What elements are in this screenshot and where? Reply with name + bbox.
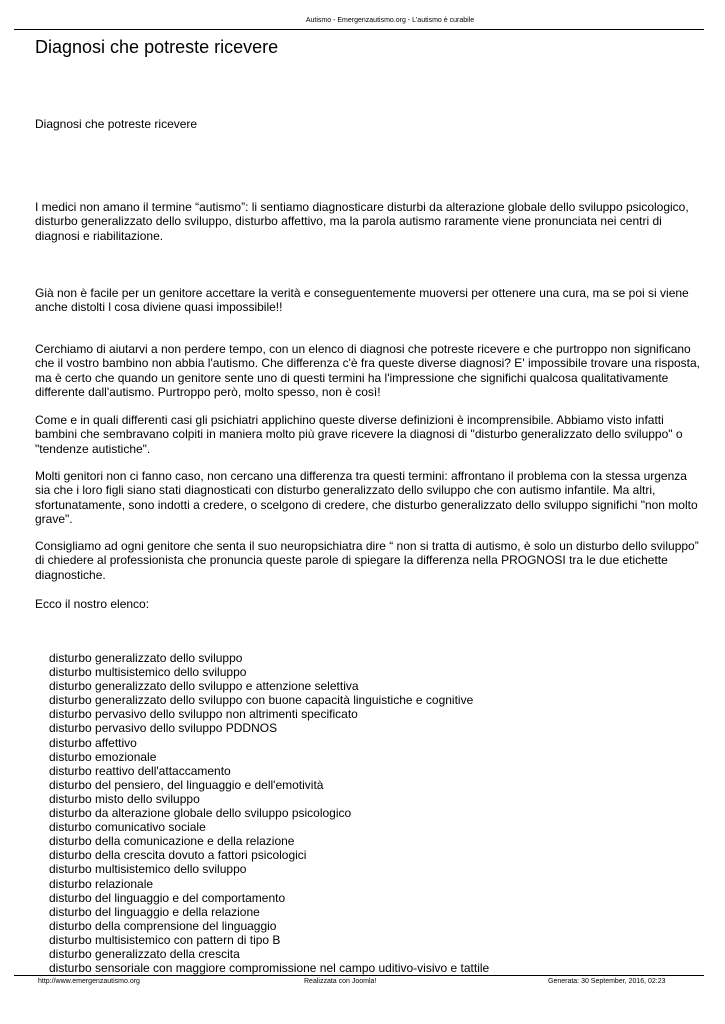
article-subtitle: Diagnosi che potreste ricevere: [35, 117, 198, 131]
list-item: disturbo generalizzato della crescita: [49, 946, 240, 961]
list-item: disturbo del pensiero, del linguaggio e dell'emotività: [49, 777, 324, 792]
list-item: disturbo della comprensione del linguaggio: [49, 918, 277, 933]
paragraph-5: Molti genitori non ci fanno caso, non cercano una differenza tra questi termini: affrontano il problema con la stessa urgenza sia che i loro figli siano stati diagnosticati con disturbo generalizzato dello sviluppo che con autismo infantile. Ma altri, sfortunatamente, sono indotti a credere, o scelgono di credere, che disturbo generalizzato dello sviluppo significhi "non molto grave".: [35, 469, 698, 527]
paragraph-1: I medici non amano il termine “autismo”: li sentiamo diagnosticare disturbi da alterazione globale dello sviluppo psicologico, disturbo generalizzato dello sviluppo, disturbo affettivo, ma la parola autismo raramente viene pronunciata nei centri di diagnosi e riabilitazione.: [35, 200, 689, 243]
list-item: disturbo pervasivo dello sviluppo PDDNOS: [49, 721, 278, 736]
list-intro: Ecco il nostro elenco:: [35, 597, 150, 611]
paragraph-6: Consigliamo ad ogni genitore che senta il suo neuropsichiatra dire “ non si tratta di autismo, è solo un disturbo dello sviluppo” di chiedere al professionista che pronuncia queste parole di spiegare la differenza nella PROGNOSI tra le due etichette diagnostiche.: [35, 539, 699, 582]
footer-divider: [14, 975, 704, 976]
paragraph-3: Cerchiamo di aiutarvi a non perdere tempo, con un elenco di diagnosi che potreste ricevere e che purtroppo non significano che il vostro bambino non abbia l'autismo. Che differenza c'è fra queste diverse diagnosi? E' impossibile trovare una risposta, ma è certo che quando un genitore sente uno di questi termini ha l'impressione che significhi qualcosa qualitativamente differente dall'autismo. Purtroppo però, molto spesso, non è così!: [35, 342, 701, 400]
footer-generated-date: Generata: 30 September, 2016, 02:23: [548, 978, 666, 985]
footer-url-link[interactable]: http://www.emergenzautismo.org: [38, 978, 140, 985]
list-item: disturbo della crescita dovuto a fattori psicologici: [49, 848, 307, 863]
page-header: Autismo - Emergenzautismo.org - L'autismo è curabile: [305, 17, 475, 24]
list-item: disturbo multisistemico dello sviluppo: [49, 665, 247, 680]
list-item: disturbo relazionale: [49, 876, 154, 891]
diagnosis-list: [49, 651, 489, 975]
list-item: disturbo sensoriale con maggiore compromissione nel campo uditivo-visivo e tattile: [49, 961, 490, 976]
footer-credit: Realizzata con Joomla!: [304, 978, 377, 985]
list-item: disturbo emozionale: [49, 749, 157, 764]
list-item: disturbo del linguaggio e del comportamento: [49, 890, 286, 905]
paragraph-4: Come e in quali differenti casi gli psichiatri applichino queste diverse definizioni è incomprensibile. Abbiamo visto infatti bambini che sembravano colpiti in maniera molto più grave ricevere la diagnosi di "disturbo generalizzato dello sviluppo" o "tendenze autistiche".: [35, 413, 683, 456]
list-item: disturbo generalizzato dello sviluppo con buone capacità linguistiche e cognitive: [49, 693, 474, 708]
list-item: disturbo comunicativo sociale: [49, 820, 206, 835]
list-item: disturbo della comunicazione e della relazione: [49, 834, 295, 849]
list-item: disturbo reattivo dell'attaccamento: [49, 763, 231, 778]
list-item: disturbo multisistemico con pattern di tipo B: [49, 932, 281, 947]
list-item: disturbo generalizzato dello sviluppo e attenzione selettiva: [49, 679, 359, 694]
paragraph-2: Già non è facile per un genitore accettare la verità e conseguentemente muoversi per ottenere una cura, ma se poi si viene anche distolti l cosa diviene quasi impossibile!!: [35, 286, 689, 315]
list-item: disturbo generalizzato dello sviluppo: [49, 651, 243, 665]
header-divider: [14, 29, 704, 30]
list-item: disturbo del linguaggio e della relazione: [49, 904, 260, 919]
list-item: disturbo misto dello sviluppo: [49, 791, 200, 806]
list-item: disturbo da alterazione globale dello sviluppo psicologico: [49, 806, 352, 821]
page-title: Diagnosi che potreste ricevere: [35, 37, 279, 57]
list-item: disturbo affettivo: [49, 735, 137, 750]
list-item: disturbo pervasivo dello sviluppo non altrimenti specificato: [49, 707, 358, 722]
list-item: disturbo multisistemico dello sviluppo: [49, 862, 247, 877]
